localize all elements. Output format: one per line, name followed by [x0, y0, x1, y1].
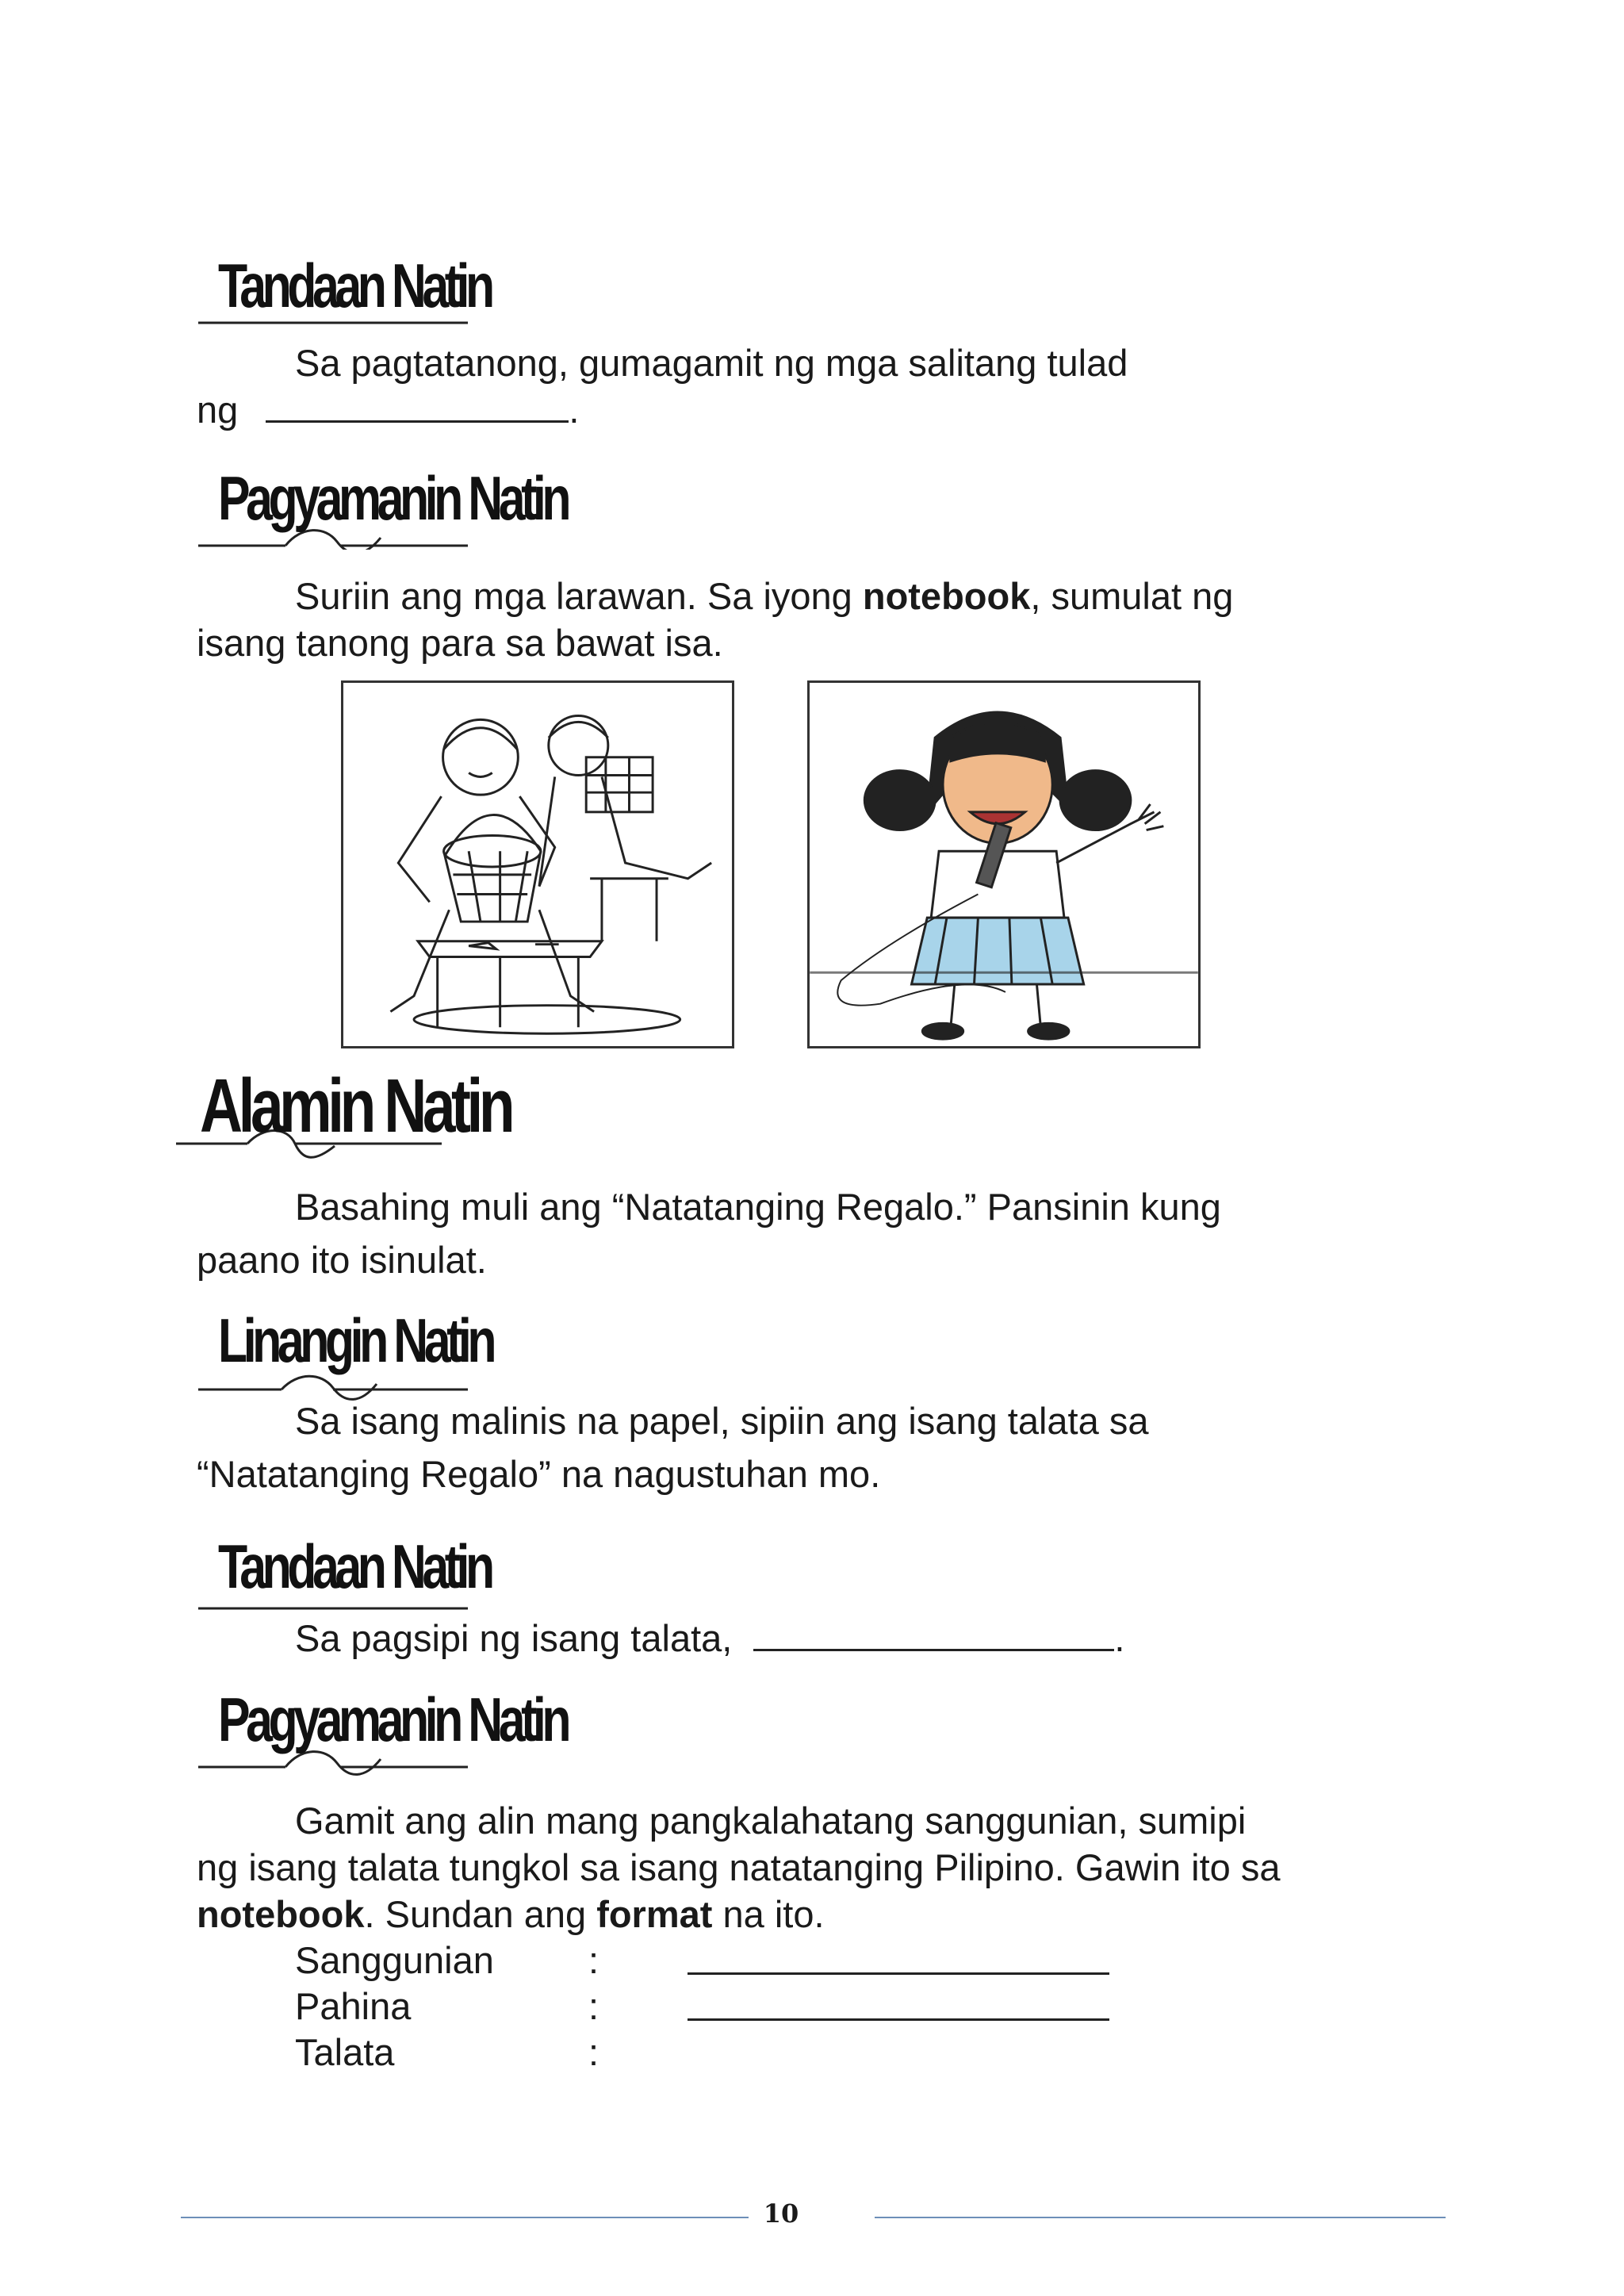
pagyamanin-2-line-3-post: na ito.	[712, 1893, 825, 1935]
picture-girl-singing	[807, 680, 1201, 1048]
section-title: Pagyamanin Natin	[218, 1685, 568, 1754]
footer-rule-right	[875, 2217, 1446, 2218]
boys-weaving-illustration	[343, 683, 732, 1046]
pagyamanin-line-2: isang tanong para sa bawat isa.	[197, 622, 723, 664]
notebook-bold: notebook	[862, 575, 1031, 617]
tandaan-2-line-post: .	[1114, 1617, 1125, 1659]
section-heading-pagyamanin	[194, 458, 568, 550]
tandaan-line-2-prefix: ng	[197, 389, 239, 431]
fill-in-blank	[753, 1617, 1114, 1651]
section-title: Tandaan Natin	[218, 251, 491, 320]
pagyamanin-2-line-2: ng isang talata tungkol sa isang natatanging Pilipino. Gawin ito sa	[197, 1846, 1281, 1888]
page-number: 10	[763, 2198, 799, 2229]
format-label: Sanggunian	[295, 1939, 494, 1981]
section-title: Linangin Natin	[218, 1305, 493, 1375]
footer-rule-left	[181, 2217, 749, 2218]
format-label: Pahina	[295, 1985, 412, 2027]
tandaan-2-paragraph	[197, 1615, 1434, 1662]
picture-boys-weaving	[341, 680, 734, 1048]
notebook-bold: notebook	[197, 1893, 365, 1935]
pagyamanin-line-1-pre: Suriin ang mga larawan. Sa iyong	[295, 575, 863, 617]
section-title: Tandaan Natin	[218, 1531, 491, 1601]
section-heading-tandaan	[194, 246, 491, 337]
linangin-line-1: Sa isang malinis na papel, sipiin ang isang talata sa	[295, 1400, 1149, 1442]
pagyamanin-2-line-3-mid: . Sundan ang	[364, 1893, 597, 1935]
fill-in-blank	[266, 389, 569, 423]
tandaan-2-line-pre: Sa pagsipi ng isang talata,	[295, 1617, 733, 1659]
format-colon: :	[588, 1985, 599, 2027]
alamin-line-1: Basahing muli ang “Natatanging Regalo.” Pansinin kung	[295, 1186, 1221, 1228]
format-bold: format	[596, 1893, 713, 1935]
section-title: Pagyamanin Natin	[218, 463, 568, 533]
alamin-line-2: paano ito isinulat.	[197, 1239, 487, 1281]
pagyamanin-line-1-post: , sumulat ng	[1030, 575, 1234, 617]
section-title: Alamin Natin	[200, 1064, 511, 1148]
linangin-line-2: “Natatanging Regalo” na nagustuhan mo.	[197, 1453, 881, 1495]
format-colon: :	[588, 1939, 599, 1981]
section-heading-alamin	[176, 1064, 511, 1162]
section-heading-linangin	[194, 1301, 493, 1392]
girl-singing-illustration	[810, 683, 1198, 1046]
tandaan-line-1: Sa pagtatanong, gumagamit ng mga salitang tulad	[295, 342, 1128, 384]
format-answer-line	[688, 2018, 1109, 2021]
section-heading-tandaan-2	[194, 1527, 491, 1618]
format-answer-line	[688, 1972, 1109, 1975]
format-colon: :	[588, 2031, 599, 2073]
section-heading-pagyamanin-2	[194, 1680, 568, 1771]
tandaan-paragraph	[197, 339, 1434, 433]
pagyamanin-2-line-1: Gamit ang alin mang pangkalahatang sanggunian, sumipi	[295, 1800, 1247, 1842]
linangin-paragraph	[197, 1397, 1434, 1497]
tandaan-line-2-suffix: .	[569, 389, 580, 431]
pagyamanin-paragraph-1	[197, 573, 1434, 666]
alamin-paragraph	[197, 1183, 1434, 1283]
format-label: Talata	[295, 2031, 395, 2073]
pagyamanin-2-paragraph	[197, 1797, 1434, 1938]
